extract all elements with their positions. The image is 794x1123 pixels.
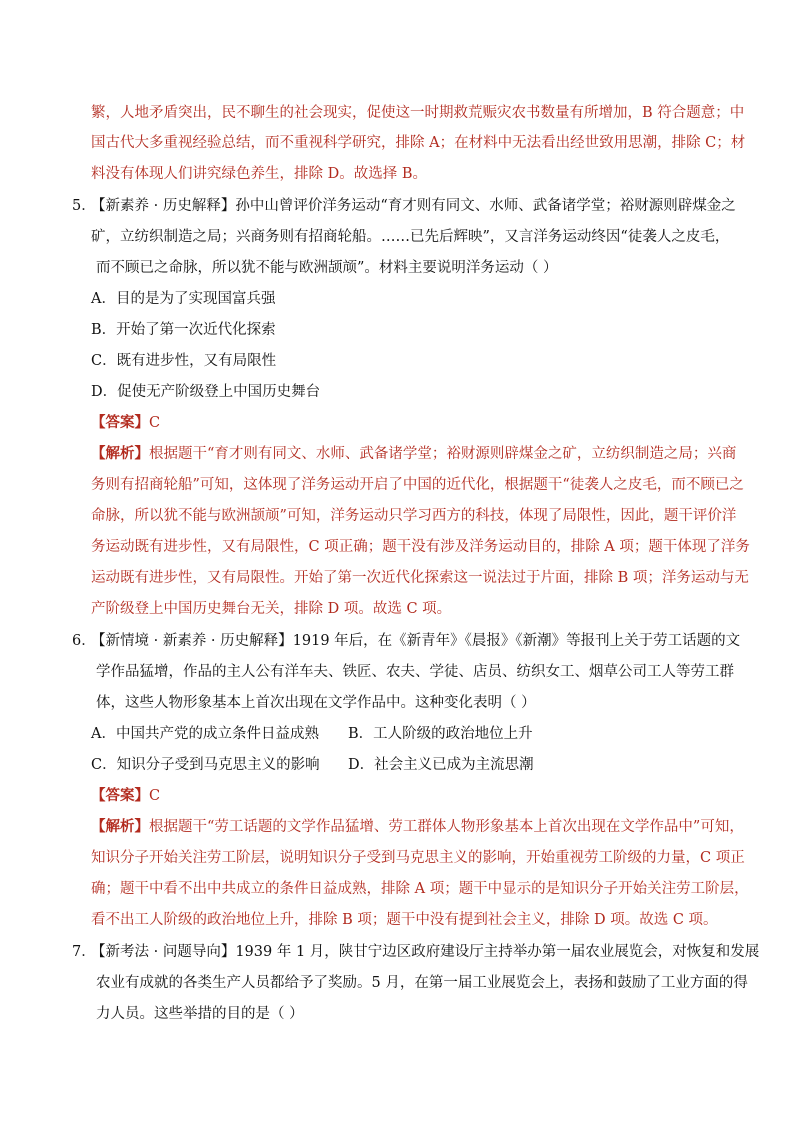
- q6-stem-line-3: 体，这些人物形象基本上首次出现在文学作品中。这种变化表明（ ）: [96, 695, 536, 711]
- q5-option-b: B．开始了第一次近代化探索: [91, 322, 276, 338]
- q6-analysis-label: 【解析】: [91, 818, 149, 835]
- q6-answer: [91, 786, 160, 806]
- prev-analysis-line-2: 国古代大多重视经验总结，而不重视科学研究，排除 A；在材料中无法看出经世致用思潮，排除 C；材: [91, 135, 746, 151]
- q6-number: 6．: [72, 633, 96, 649]
- q5-stem-line-2: 矿，立纺织制造之局；兴商务则有招商轮船。……已先后辉映”，又言洋务运动终因“徒袭人之皮毛，: [91, 229, 730, 245]
- q6-option-d: D．社会主义已成为主流思潮: [348, 757, 534, 773]
- q6-answer-label: 【答案】: [91, 787, 149, 804]
- q5-analysis-line-4: 务运动既有进步性，又有局限性，C 项正确；题干没有涉及洋务运动目的，排除 A 项；题干体现了洋务: [91, 539, 750, 555]
- prev-analysis-line-1: 繁，人地矛盾突出，民不聊生的社会现实，促使这一时期救荒赈灾农书数量有所增加，B 符合题意；中: [91, 105, 745, 121]
- q5-analysis-text-1: 根据题干“育才则有同文、水师、武备诸学堂；裕财源则辟煤金之矿，立纺织制造之局；兴商: [149, 446, 737, 462]
- q5-option-d: D．促使无产阶级登上中国历史舞台: [91, 384, 321, 400]
- q6-analysis-line-2: 知识分子开始关注劳工阶层，说明知识分子受到马克思主义的影响，开始重视劳工阶级的力量，C 项正: [91, 850, 745, 866]
- q5-analysis-line-1: [91, 444, 736, 464]
- q5-stem-line-1: 【新素养 · 历史解释】孙中山曾评价洋务运动“育才则有同文、水师、武备诸学堂；裕财源则辟煤金之: [91, 198, 736, 214]
- q6-answer-value: C: [149, 788, 161, 804]
- q5-option-c: C．既有进步性，又有局限性: [91, 353, 277, 369]
- q5-analysis-line-5: 运动既有进步性，又有局限性。开始了第一次近代化探索这一说法过于片面，排除 B 项；洋务运动与无: [91, 570, 749, 586]
- q5-analysis-line-2: 务则有招商轮船”可知，这体现了洋务运动开启了中国的近代化，根据题干“徒袭人之皮毛，而不顾已之: [91, 477, 744, 493]
- q6-analysis-line-1: [91, 817, 744, 837]
- q6-option-c: C．知识分子受到马克思主义的影响: [91, 757, 320, 773]
- q6-analysis-line-4: 看不出工人阶级的政治地位上升，排除 B 项；题干中没有提到社会主义，排除 D 项。故选 C 项。: [91, 912, 718, 928]
- q7-stem-line-3: 力人员。这些举措的目的是（ ）: [96, 1006, 304, 1022]
- q5-analysis-line-6: 产阶级登上中国历史舞台无关，排除 D 项。故选 C 项。: [91, 601, 452, 617]
- q5-stem-line-3: 而不顾已之命脉，所以犹不能与欧洲颉颃”。材料主要说明洋务运动（ ）: [96, 260, 558, 276]
- q5-number: 5．: [72, 198, 96, 214]
- q7-stem-line-2: 农业有成就的各类生产人员都给予了奖励。5 月，在第一届工业展览会上，表扬和鼓励了工业方面的得: [96, 975, 748, 991]
- q7-number: 7．: [72, 944, 96, 960]
- q6-stem-line-1: 【新情境 · 新素养 · 历史解释】1919 年后，在《新青年》《晨报》《新潮》等报刊上关于劳工话题的文: [91, 633, 741, 649]
- q5-option-a: A．目的是为了实现国富兵强: [91, 291, 276, 307]
- q6-analysis-text-1: 根据题干“劳工话题的文学作品猛增、劳工群体人物形象基本上首次出现在文学作品中”可知，: [149, 819, 744, 835]
- q5-analysis-line-3: 命脉，所以犹不能与欧洲颉颃”可知，洋务运动只学习西方的科技，体现了局限性，因此，题干评价洋: [91, 508, 737, 524]
- q6-analysis-line-3: 确；题干中看不出中共成立的条件日益成熟，排除 A 项；题干中显示的是知识分子开始关注劳工阶层，: [91, 881, 749, 897]
- q5-analysis-label: 【解析】: [91, 445, 149, 462]
- q6-stem-line-2: 学作品猛增，作品的主人公有洋车夫、铁匠、农夫、学徒、店员、纺织女工、烟草公司工人等劳工群: [96, 664, 734, 680]
- q5-answer-label: 【答案】: [91, 414, 149, 431]
- q6-option-b: B．工人阶级的政治地位上升: [348, 726, 533, 742]
- prev-analysis-line-3: 料没有体现人们讲究绿色养生，排除 D。故选择 B。: [91, 166, 427, 182]
- q5-answer-value: C: [149, 415, 161, 431]
- q6-option-a: A．中国共产党的成立条件日益成熟: [91, 726, 319, 742]
- q5-answer: [91, 413, 160, 433]
- q7-stem-line-1: 【新考法 · 问题导向】1939 年 1 月，陕甘宁边区政府建设厅主持举办第一届农业展览会，对恢复和发展: [91, 944, 760, 960]
